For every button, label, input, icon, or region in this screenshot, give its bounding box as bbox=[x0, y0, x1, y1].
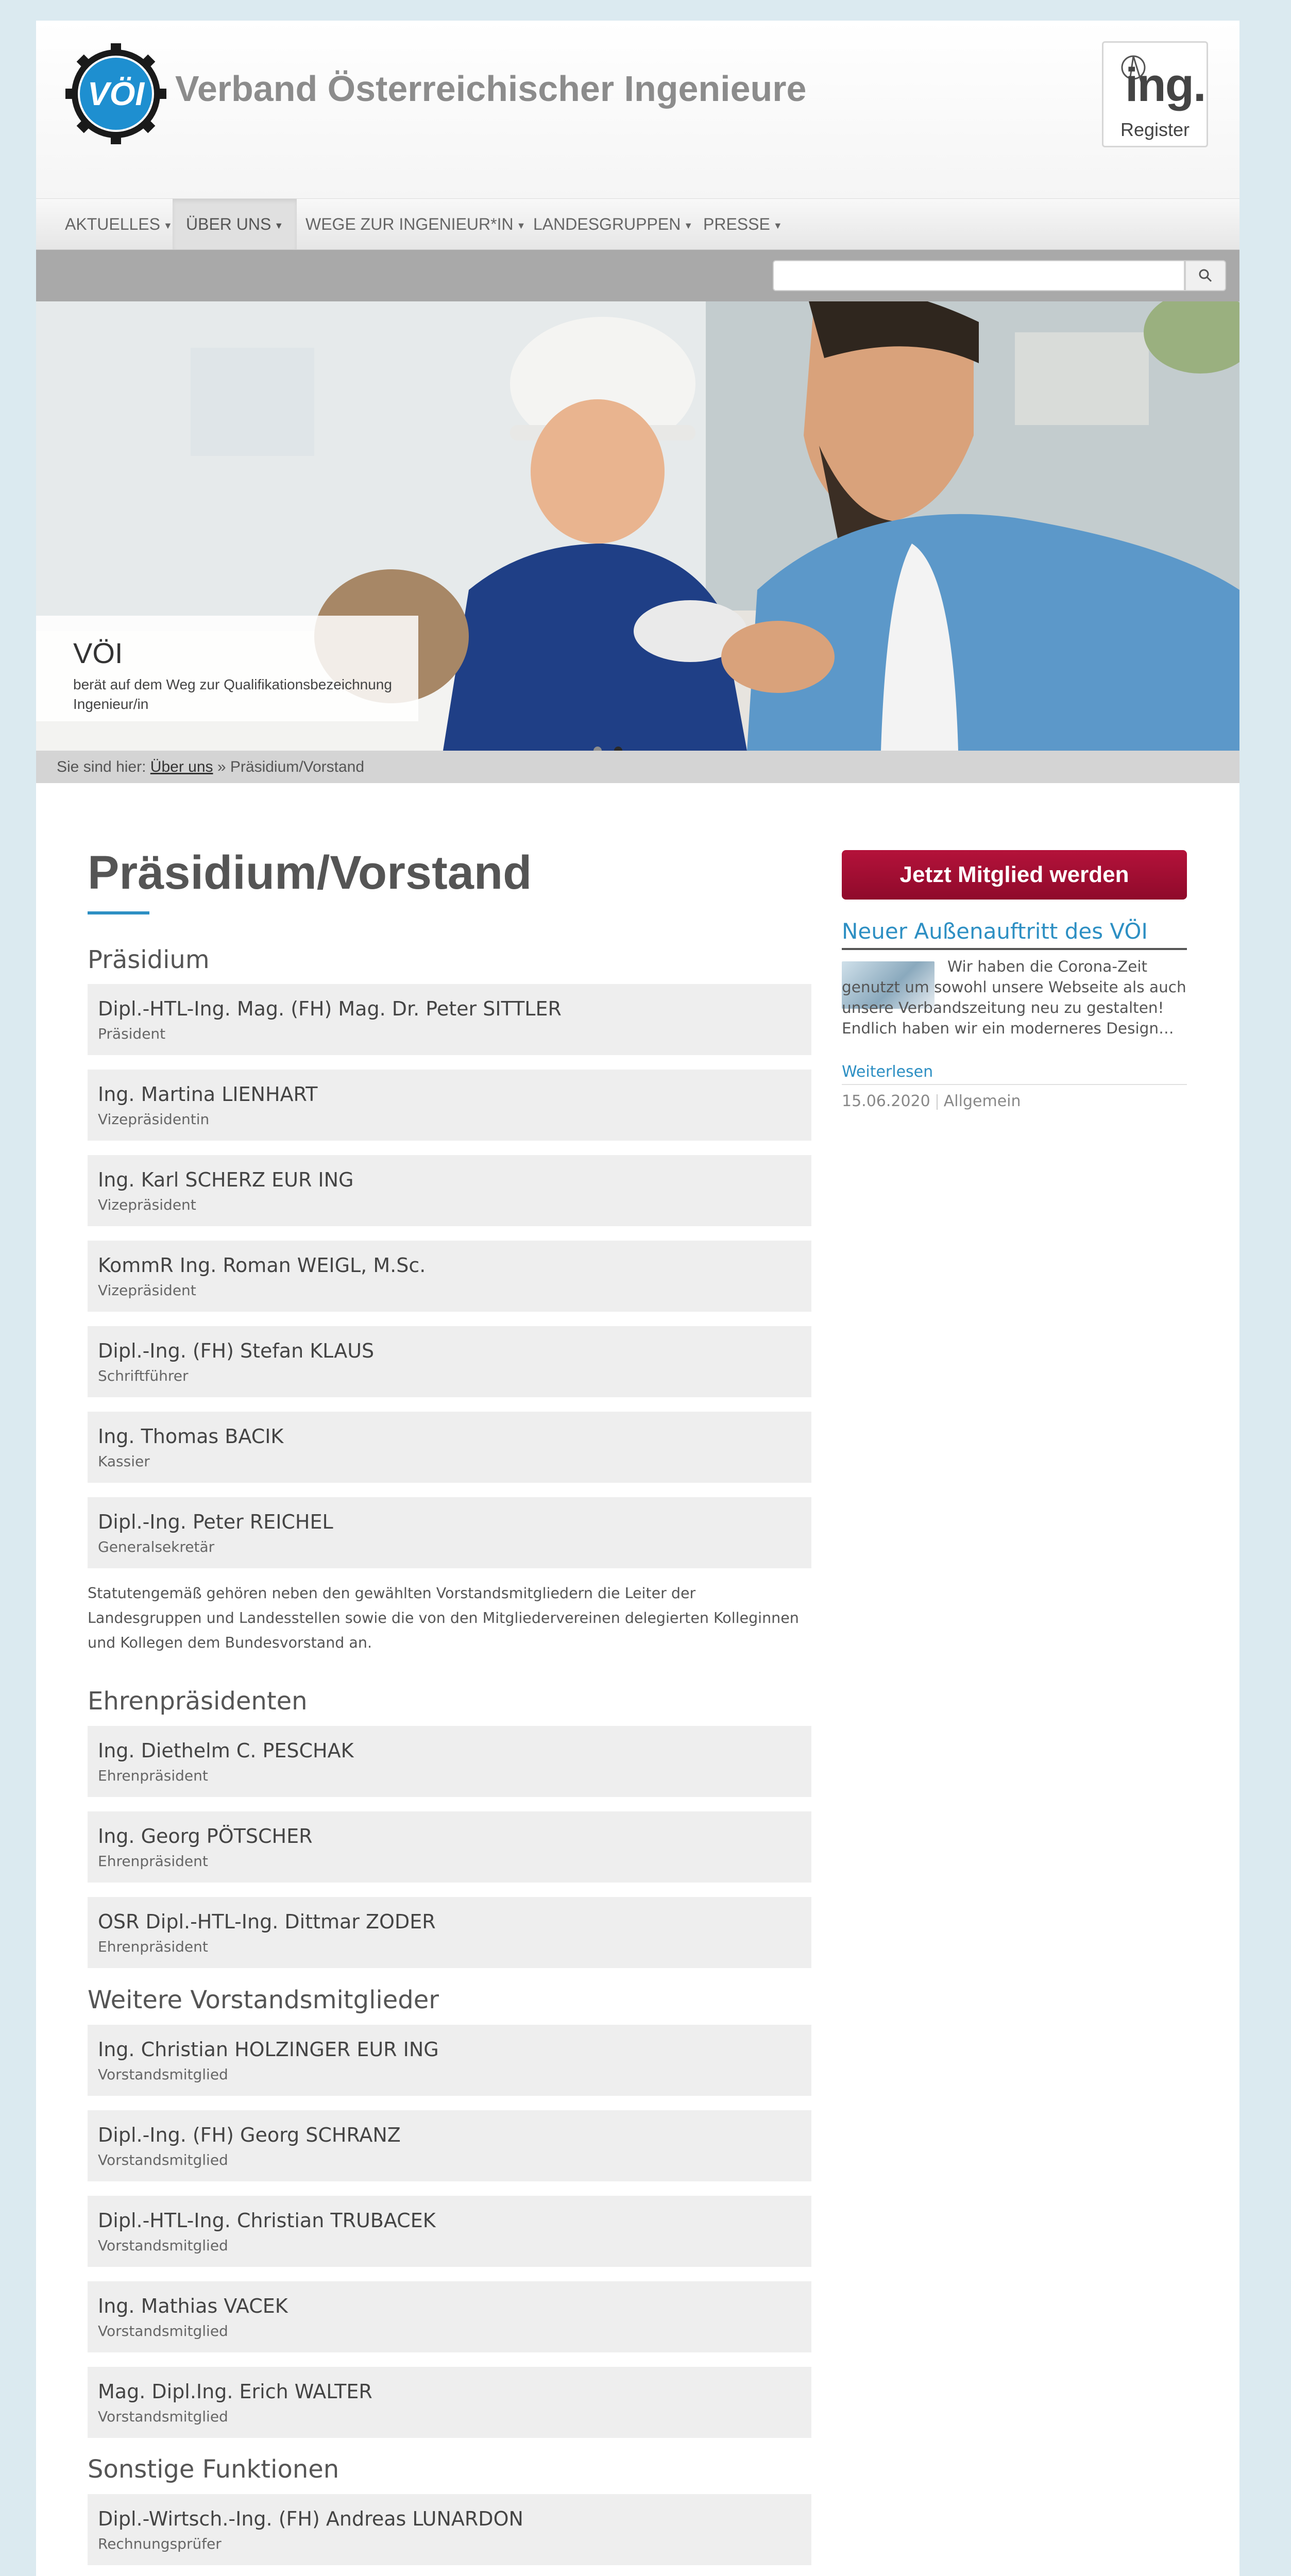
member-role: Vorstandsmitglied bbox=[98, 2151, 228, 2168]
statute-paragraph: Statutengemäß gehören neben den gewählten Vorstandsmitgliedern die Leiter der Landesgruppen und Landesstellen sowie die von den Mitgliedervereinen delegierten Kolleginnen und Kollegen dem Bundesvorstand an. bbox=[88, 1585, 799, 1651]
member-name: Dipl.-Ing. (FH) Stefan KLAUS bbox=[98, 1340, 375, 1362]
member-name: Ing. Christian HOLZINGER EUR ING bbox=[98, 2038, 439, 2061]
member-name: Ing. Thomas BACIK bbox=[98, 1425, 284, 1448]
member-role: Ehrenpräsident bbox=[98, 1767, 208, 1784]
hero-caption bbox=[36, 616, 418, 721]
nav-label: ÜBER UNS bbox=[186, 215, 271, 233]
nav-item-wege-zur-ingenieurin[interactable] bbox=[292, 199, 539, 249]
member-role: Schriftführer bbox=[98, 1367, 189, 1384]
member-role: Vizepräsident bbox=[98, 1282, 196, 1299]
caret-down-icon: ▼ bbox=[274, 220, 284, 231]
member-role: Vizepräsident bbox=[98, 1196, 196, 1213]
member-card bbox=[88, 1897, 811, 1968]
member-card bbox=[88, 2494, 811, 2565]
member-card bbox=[88, 2110, 811, 2181]
section-heading-weitere-vorstandsmitglieder: Weitere Vorstandsmitglieder bbox=[88, 1986, 439, 2014]
news-date: 15.06.2020 bbox=[842, 1092, 930, 1110]
breadcrumb-separator: » bbox=[217, 758, 226, 775]
read-more-link[interactable] bbox=[842, 1063, 1187, 1085]
meta-divider bbox=[937, 1094, 938, 1110]
ing-badge-sub: Register bbox=[1120, 119, 1190, 140]
nav-label: WEGE ZUR INGENIEUR*IN bbox=[305, 215, 514, 233]
nav-label: LANDESGRUPPEN bbox=[533, 215, 681, 233]
search-button[interactable] bbox=[1185, 260, 1226, 291]
member-name: KommR Ing. Roman WEIGL, M.Sc. bbox=[98, 1254, 426, 1277]
member-role: Präsident bbox=[98, 1025, 166, 1042]
member-card bbox=[88, 2367, 811, 2438]
member-card bbox=[88, 1326, 811, 1397]
nav-label: AKTUELLES bbox=[65, 215, 160, 233]
member-name: Ing. Georg PÖTSCHER bbox=[98, 1825, 313, 1848]
site-title[interactable]: Verband Österreichischer Ingenieure bbox=[175, 69, 807, 109]
member-name: Dipl.-Ing. (FH) Georg SCHRANZ bbox=[98, 2124, 401, 2146]
nav-item-aktuelles[interactable] bbox=[52, 199, 186, 249]
section-heading-praesidium: Präsidium bbox=[88, 945, 210, 974]
member-name: Dipl.-Wirtsch.-Ing. (FH) Andreas LUNARDON bbox=[98, 2507, 523, 2530]
member-role: Generalsekretär bbox=[98, 1538, 215, 1555]
member-role: Kassier bbox=[98, 1453, 150, 1470]
member-card bbox=[88, 1811, 811, 1883]
page-title: Präsidium/Vorstand bbox=[88, 846, 532, 899]
news-excerpt bbox=[842, 956, 1187, 1039]
member-card bbox=[88, 2196, 811, 2267]
breadcrumb-link-ueber-uns[interactable]: Über uns bbox=[150, 758, 213, 775]
voi-logo[interactable] bbox=[65, 43, 166, 144]
caret-down-icon: ▼ bbox=[773, 220, 783, 231]
main-navigation bbox=[36, 198, 1239, 250]
caret-down-icon: ▼ bbox=[684, 220, 693, 231]
member-name: Dipl.-HTL-Ing. Christian TRUBACEK bbox=[98, 2209, 436, 2232]
member-name: OSR Dipl.-HTL-Ing. Dittmar ZODER bbox=[98, 1910, 436, 1933]
search-bar bbox=[36, 250, 1239, 301]
title-underline bbox=[88, 911, 149, 914]
member-role: Vorstandsmitglied bbox=[98, 2408, 228, 2425]
caret-down-icon: ▼ bbox=[163, 220, 173, 231]
member-name: Ing. Karl SCHERZ EUR ING bbox=[98, 1168, 354, 1191]
breadcrumb bbox=[36, 751, 1239, 783]
member-role: Vorstandsmitglied bbox=[98, 2237, 228, 2254]
page bbox=[36, 21, 1239, 2576]
member-role: Vorstandsmitglied bbox=[98, 2323, 228, 2340]
join-member-button[interactable]: Jetzt Mitglied werden bbox=[842, 850, 1187, 900]
logo-text: VÖI bbox=[87, 75, 145, 112]
member-role: Ehrenpräsident bbox=[98, 1853, 208, 1870]
member-role: Vorstandsmitglied bbox=[98, 2066, 228, 2083]
site-header bbox=[36, 21, 1239, 198]
member-name: Ing. Martina LIENHART bbox=[98, 1083, 318, 1106]
nav-item-landesgruppen[interactable] bbox=[520, 199, 706, 249]
section-heading-ehrenpraesidenten: Ehrenpräsidenten bbox=[88, 1687, 308, 1716]
member-card bbox=[88, 984, 811, 1055]
news-meta bbox=[842, 1092, 1021, 1110]
member-name: Ing. Mathias VACEK bbox=[98, 2295, 288, 2317]
nav-label: PRESSE bbox=[703, 215, 770, 233]
hero-caption-title: VÖI bbox=[73, 637, 123, 669]
section-heading-sonstige-funktionen: Sonstige Funktionen bbox=[88, 2455, 339, 2484]
hero-slider[interactable] bbox=[36, 301, 1239, 751]
member-card bbox=[88, 1412, 811, 1483]
member-name: Mag. Dipl.Ing. Erich WALTER bbox=[98, 2380, 372, 2403]
member-card bbox=[88, 1070, 811, 1141]
caret-down-icon: ▼ bbox=[516, 220, 526, 231]
member-name: Ing. Diethelm C. PESCHAK bbox=[98, 1739, 354, 1762]
member-card bbox=[88, 1155, 811, 1226]
ing-register-badge[interactable] bbox=[1102, 41, 1208, 147]
read-more-label: Weiterlesen bbox=[842, 1063, 933, 1081]
search-input[interactable] bbox=[773, 260, 1185, 291]
news-category[interactable]: Allgemein bbox=[943, 1092, 1021, 1110]
member-role: Ehrenpräsident bbox=[98, 1938, 208, 1955]
member-card bbox=[88, 2025, 811, 2096]
member-role: Rechnungsprüfer bbox=[98, 2535, 222, 2552]
nav-item-presse[interactable] bbox=[690, 199, 796, 249]
news-excerpt-text: Wir haben die Corona-Zeit genutzt um sowohl unsere Webseite als auch unsere Verbandszeitung neu zu gestalten! Endlich haben wir ein moderneres Design… bbox=[842, 958, 1186, 1037]
search-icon bbox=[1198, 268, 1213, 283]
ing-badge-main: ing. bbox=[1125, 59, 1205, 111]
member-card bbox=[88, 1497, 811, 1568]
nav-item-ueber-uns[interactable] bbox=[173, 199, 297, 249]
member-name: Dipl.-HTL-Ing. Mag. (FH) Mag. Dr. Peter SITTLER bbox=[98, 997, 562, 1020]
member-name: Dipl.-Ing. Peter REICHEL bbox=[98, 1511, 333, 1533]
breadcrumb-current: Präsidium/Vorstand bbox=[230, 758, 365, 775]
member-card bbox=[88, 2281, 811, 2352]
breadcrumb-prefix: Sie sind hier: bbox=[57, 758, 146, 775]
hero-caption-text: berät auf dem Weg zur Qualifikationsbezeichnung Ingenieur/in bbox=[73, 676, 392, 712]
news-title-link[interactable]: Neuer Außenauftritt des VÖI bbox=[842, 919, 1187, 950]
member-role: Vizepräsidentin bbox=[98, 1111, 210, 1128]
member-card bbox=[88, 1241, 811, 1312]
member-card bbox=[88, 1726, 811, 1797]
